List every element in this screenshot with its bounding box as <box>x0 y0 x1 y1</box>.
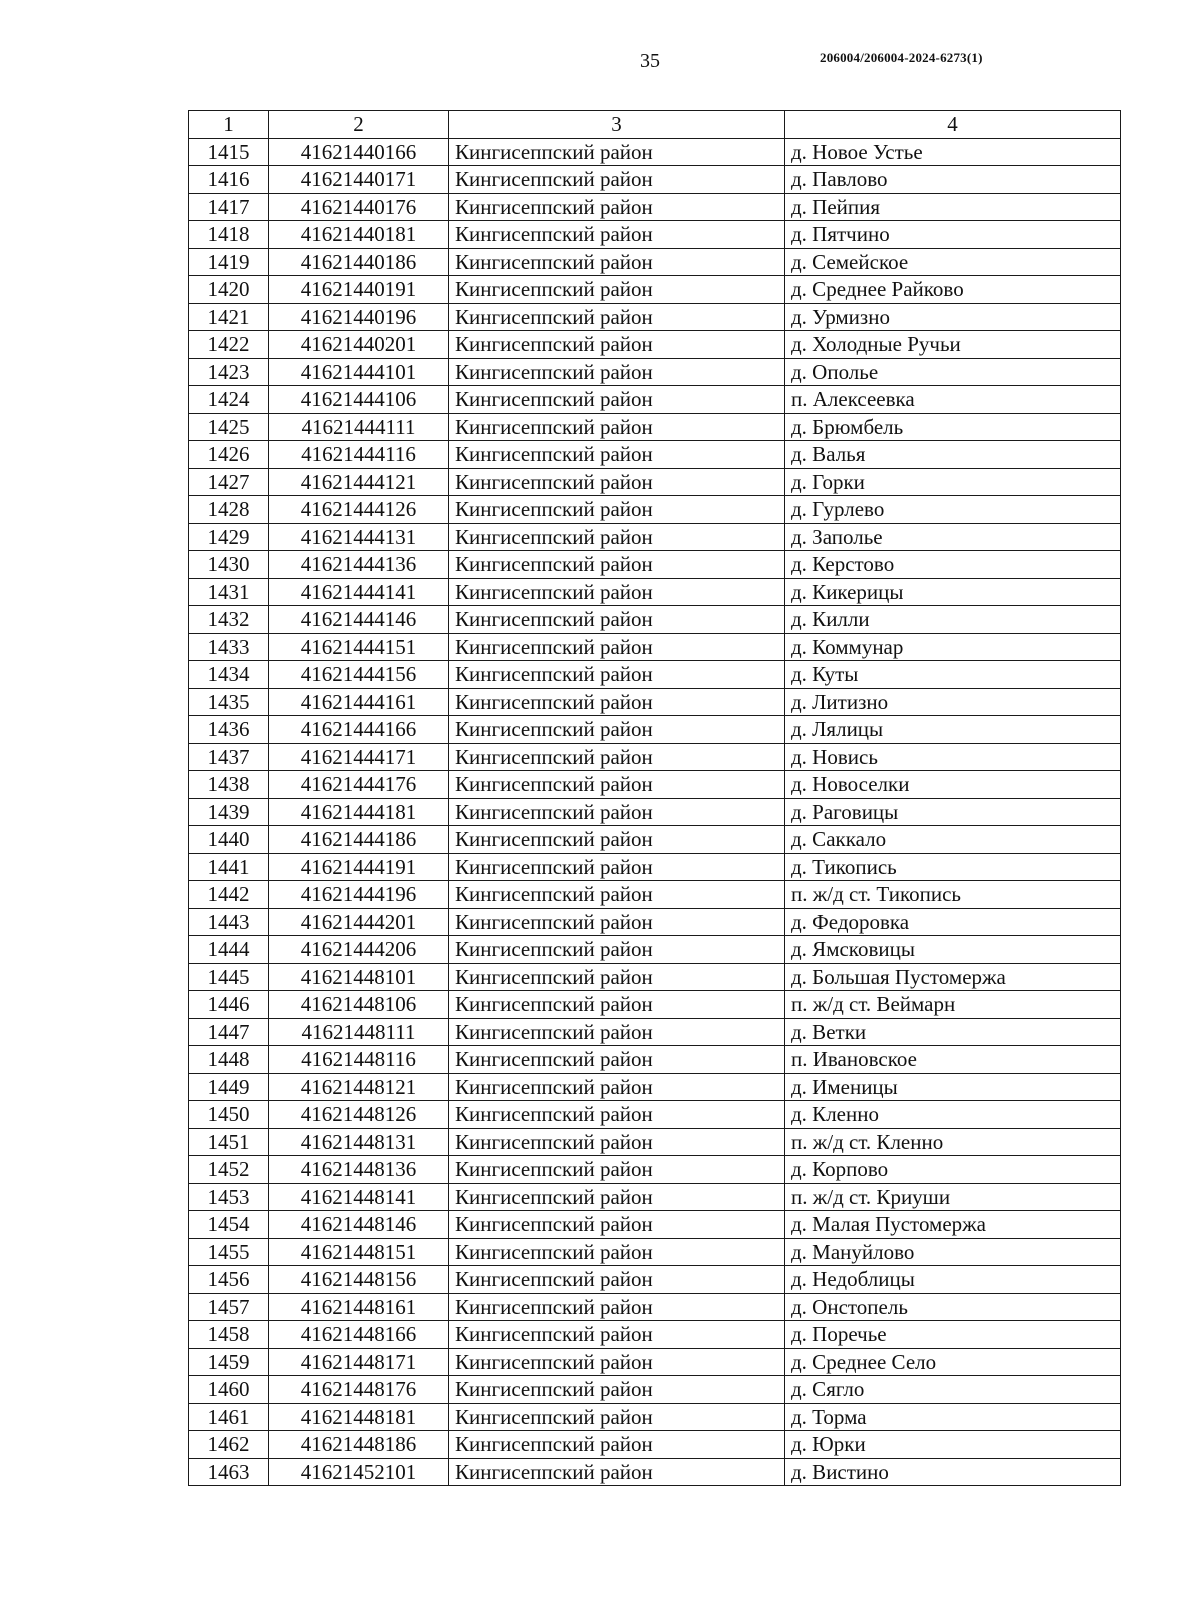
row-number-cell: 1463 <box>189 1458 269 1486</box>
code-cell: 41621444136 <box>269 551 449 579</box>
column-header-1: 1 <box>189 111 269 139</box>
code-cell: 41621448161 <box>269 1293 449 1321</box>
district-cell: Кингисеппский район <box>449 551 785 579</box>
table-row <box>189 331 1121 359</box>
table-row <box>189 1156 1121 1184</box>
table-row <box>189 1431 1121 1459</box>
district-cell: Кингисеппский район <box>449 441 785 469</box>
locality-cell: д. Керстово <box>785 551 1121 579</box>
table-row <box>189 166 1121 194</box>
document-id: 206004/206004-2024-6273(1) <box>820 50 983 65</box>
locality-cell: д. Новоселки <box>785 771 1121 799</box>
district-cell: Кингисеппский район <box>449 661 785 689</box>
table-row <box>189 578 1121 606</box>
code-cell: 41621448126 <box>269 1101 449 1129</box>
page-number: 35 <box>640 50 660 72</box>
code-cell: 41621444106 <box>269 386 449 414</box>
table-row <box>189 303 1121 331</box>
code-cell: 41621440181 <box>269 221 449 249</box>
table-row <box>189 908 1121 936</box>
district-cell: Кингисеппский район <box>449 1156 785 1184</box>
table-row <box>189 771 1121 799</box>
code-cell: 41621444151 <box>269 633 449 661</box>
locality-cell: д. Ямсковицы <box>785 936 1121 964</box>
district-cell: Кингисеппский район <box>449 1128 785 1156</box>
row-number-cell: 1424 <box>189 386 269 414</box>
code-cell: 41621448101 <box>269 963 449 991</box>
district-cell: Кингисеппский район <box>449 276 785 304</box>
district-cell: Кингисеппский район <box>449 1458 785 1486</box>
table-row <box>189 991 1121 1019</box>
table-row <box>189 963 1121 991</box>
row-number-cell: 1420 <box>189 276 269 304</box>
district-cell: Кингисеппский район <box>449 826 785 854</box>
code-cell: 41621444161 <box>269 688 449 716</box>
column-header-3: 3 <box>449 111 785 139</box>
row-number-cell: 1423 <box>189 358 269 386</box>
code-cell: 41621448116 <box>269 1046 449 1074</box>
row-number-cell: 1445 <box>189 963 269 991</box>
district-cell: Кингисеппский район <box>449 1376 785 1404</box>
table-row <box>189 441 1121 469</box>
code-cell: 41621444146 <box>269 606 449 634</box>
table-row <box>189 221 1121 249</box>
table-row <box>189 413 1121 441</box>
column-header-4: 4 <box>785 111 1121 139</box>
code-cell: 41621448186 <box>269 1431 449 1459</box>
district-cell: Кингисеппский район <box>449 963 785 991</box>
row-number-cell: 1428 <box>189 496 269 524</box>
table-body <box>189 138 1121 1486</box>
row-number-cell: 1425 <box>189 413 269 441</box>
district-cell: Кингисеппский район <box>449 881 785 909</box>
row-number-cell: 1416 <box>189 166 269 194</box>
row-number-cell: 1421 <box>189 303 269 331</box>
table-row <box>189 1321 1121 1349</box>
district-cell: Кингисеппский район <box>449 606 785 634</box>
row-number-cell: 1442 <box>189 881 269 909</box>
table-row <box>189 798 1121 826</box>
locality-cell: д. Сягло <box>785 1376 1121 1404</box>
district-cell: Кингисеппский район <box>449 248 785 276</box>
table-row <box>189 1348 1121 1376</box>
district-cell: Кингисеппский район <box>449 221 785 249</box>
locality-cell: д. Малая Пустомержа <box>785 1211 1121 1239</box>
code-cell: 41621452101 <box>269 1458 449 1486</box>
locality-cell: д. Килли <box>785 606 1121 634</box>
row-number-cell: 1444 <box>189 936 269 964</box>
row-number-cell: 1426 <box>189 441 269 469</box>
table-row <box>189 276 1121 304</box>
code-cell: 41621448146 <box>269 1211 449 1239</box>
locality-cell: д. Куты <box>785 661 1121 689</box>
row-number-cell: 1435 <box>189 688 269 716</box>
row-number-cell: 1431 <box>189 578 269 606</box>
table-row <box>189 633 1121 661</box>
district-cell: Кингисеппский район <box>449 1018 785 1046</box>
locality-cell: д. Раговицы <box>785 798 1121 826</box>
row-number-cell: 1438 <box>189 771 269 799</box>
district-cell: Кингисеппский район <box>449 1403 785 1431</box>
district-cell: Кингисеппский район <box>449 386 785 414</box>
row-number-cell: 1451 <box>189 1128 269 1156</box>
locality-cell: д. Ветки <box>785 1018 1121 1046</box>
code-cell: 41621440201 <box>269 331 449 359</box>
district-cell: Кингисеппский район <box>449 1431 785 1459</box>
code-cell: 41621448141 <box>269 1183 449 1211</box>
table-row <box>189 881 1121 909</box>
table-row <box>189 743 1121 771</box>
row-number-cell: 1415 <box>189 138 269 166</box>
locality-cell: д. Семейское <box>785 248 1121 276</box>
code-cell: 41621444141 <box>269 578 449 606</box>
locality-cell: д. Саккало <box>785 826 1121 854</box>
row-number-cell: 1457 <box>189 1293 269 1321</box>
locality-cell: д. Среднее Райково <box>785 276 1121 304</box>
code-cell: 41621448176 <box>269 1376 449 1404</box>
locality-cell: д. Мануйлово <box>785 1238 1121 1266</box>
district-cell: Кингисеппский район <box>449 633 785 661</box>
code-cell: 41621444181 <box>269 798 449 826</box>
row-number-cell: 1452 <box>189 1156 269 1184</box>
code-cell: 41621444186 <box>269 826 449 854</box>
locality-cell: д. Пятчино <box>785 221 1121 249</box>
row-number-cell: 1436 <box>189 716 269 744</box>
district-cell: Кингисеппский район <box>449 1183 785 1211</box>
district-cell: Кингисеппский район <box>449 166 785 194</box>
table-row <box>189 193 1121 221</box>
table-row <box>189 386 1121 414</box>
district-cell: Кингисеппский район <box>449 908 785 936</box>
code-cell: 41621440171 <box>269 166 449 194</box>
row-number-cell: 1448 <box>189 1046 269 1074</box>
code-cell: 41621444101 <box>269 358 449 386</box>
table-row <box>189 1046 1121 1074</box>
code-cell: 41621440196 <box>269 303 449 331</box>
code-cell: 41621440186 <box>269 248 449 276</box>
row-number-cell: 1441 <box>189 853 269 881</box>
district-cell: Кингисеппский район <box>449 1321 785 1349</box>
table-row <box>189 551 1121 579</box>
code-cell: 41621448181 <box>269 1403 449 1431</box>
row-number-cell: 1454 <box>189 1211 269 1239</box>
code-cell: 41621444121 <box>269 468 449 496</box>
locality-cell: п. ж/д ст. Веймарн <box>785 991 1121 1019</box>
table-row <box>189 468 1121 496</box>
row-number-cell: 1440 <box>189 826 269 854</box>
locality-cell: д. Тикопись <box>785 853 1121 881</box>
district-cell: Кингисеппский район <box>449 853 785 881</box>
row-number-cell: 1459 <box>189 1348 269 1376</box>
row-number-cell: 1417 <box>189 193 269 221</box>
locality-cell: д. Павлово <box>785 166 1121 194</box>
code-cell: 41621440166 <box>269 138 449 166</box>
table-row <box>189 358 1121 386</box>
code-cell: 41621448136 <box>269 1156 449 1184</box>
table-row <box>189 716 1121 744</box>
district-cell: Кингисеппский район <box>449 936 785 964</box>
locality-cell: д. Недоблицы <box>785 1266 1121 1294</box>
code-cell: 41621448171 <box>269 1348 449 1376</box>
row-number-cell: 1455 <box>189 1238 269 1266</box>
table-row <box>189 661 1121 689</box>
table-row <box>189 523 1121 551</box>
code-cell: 41621440176 <box>269 193 449 221</box>
row-number-cell: 1443 <box>189 908 269 936</box>
row-number-cell: 1432 <box>189 606 269 634</box>
locality-cell: п. ж/д ст. Криуши <box>785 1183 1121 1211</box>
table-row <box>189 1266 1121 1294</box>
district-cell: Кингисеппский район <box>449 1101 785 1129</box>
table-row <box>189 1403 1121 1431</box>
table-row <box>189 1293 1121 1321</box>
table-row <box>189 1376 1121 1404</box>
district-cell: Кингисеппский район <box>449 688 785 716</box>
district-cell: Кингисеппский район <box>449 1266 785 1294</box>
district-cell: Кингисеппский район <box>449 496 785 524</box>
locality-cell: д. Корпово <box>785 1156 1121 1184</box>
district-cell: Кингисеппский район <box>449 331 785 359</box>
table-row <box>189 688 1121 716</box>
district-cell: Кингисеппский район <box>449 1073 785 1101</box>
district-cell: Кингисеппский район <box>449 771 785 799</box>
table-row <box>189 1211 1121 1239</box>
district-cell: Кингисеппский район <box>449 1293 785 1321</box>
district-cell: Кингисеппский район <box>449 413 785 441</box>
locality-cell: д. Коммунар <box>785 633 1121 661</box>
locality-cell: п. ж/д ст. Кленно <box>785 1128 1121 1156</box>
row-number-cell: 1429 <box>189 523 269 551</box>
row-number-cell: 1446 <box>189 991 269 1019</box>
locality-cell: д. Новое Устье <box>785 138 1121 166</box>
settlements-table <box>188 110 1121 1486</box>
code-cell: 41621444156 <box>269 661 449 689</box>
table-row <box>189 853 1121 881</box>
column-header-2: 2 <box>269 111 449 139</box>
locality-cell: д. Ополье <box>785 358 1121 386</box>
code-cell: 41621448156 <box>269 1266 449 1294</box>
row-number-cell: 1434 <box>189 661 269 689</box>
row-number-cell: 1418 <box>189 221 269 249</box>
district-cell: Кингисеппский район <box>449 193 785 221</box>
locality-cell: п. Ивановское <box>785 1046 1121 1074</box>
locality-cell: д. Юрки <box>785 1431 1121 1459</box>
locality-cell: д. Вистино <box>785 1458 1121 1486</box>
code-cell: 41621444206 <box>269 936 449 964</box>
code-cell: 41621444131 <box>269 523 449 551</box>
table-row <box>189 606 1121 634</box>
row-number-cell: 1433 <box>189 633 269 661</box>
district-cell: Кингисеппский район <box>449 743 785 771</box>
row-number-cell: 1419 <box>189 248 269 276</box>
row-number-cell: 1437 <box>189 743 269 771</box>
locality-cell: д. Валья <box>785 441 1121 469</box>
district-cell: Кингисеппский район <box>449 991 785 1019</box>
code-cell: 41621448111 <box>269 1018 449 1046</box>
row-number-cell: 1453 <box>189 1183 269 1211</box>
code-cell: 41621448166 <box>269 1321 449 1349</box>
locality-cell: д. Кленно <box>785 1101 1121 1129</box>
locality-cell: д. Заполье <box>785 523 1121 551</box>
locality-cell: д. Поречье <box>785 1321 1121 1349</box>
code-cell: 41621444166 <box>269 716 449 744</box>
district-cell: Кингисеппский район <box>449 138 785 166</box>
table-row <box>189 1458 1121 1486</box>
row-number-cell: 1458 <box>189 1321 269 1349</box>
row-number-cell: 1447 <box>189 1018 269 1046</box>
locality-cell: д. Именицы <box>785 1073 1121 1101</box>
table-row <box>189 826 1121 854</box>
code-cell: 41621448131 <box>269 1128 449 1156</box>
district-cell: Кингисеппский район <box>449 1348 785 1376</box>
locality-cell: п. ж/д ст. Тикопись <box>785 881 1121 909</box>
district-cell: Кингисеппский район <box>449 578 785 606</box>
locality-cell: д. Новись <box>785 743 1121 771</box>
table-row <box>189 1183 1121 1211</box>
table-row <box>189 1238 1121 1266</box>
code-cell: 41621444196 <box>269 881 449 909</box>
code-cell: 41621444126 <box>269 496 449 524</box>
header-row <box>189 111 1121 139</box>
locality-cell: д. Лялицы <box>785 716 1121 744</box>
locality-cell: д. Федоровка <box>785 908 1121 936</box>
locality-cell: д. Пейпия <box>785 193 1121 221</box>
table-row <box>189 1128 1121 1156</box>
row-number-cell: 1449 <box>189 1073 269 1101</box>
code-cell: 41621444111 <box>269 413 449 441</box>
locality-cell: д. Урмизно <box>785 303 1121 331</box>
row-number-cell: 1462 <box>189 1431 269 1459</box>
code-cell: 41621444201 <box>269 908 449 936</box>
district-cell: Кингисеппский район <box>449 1211 785 1239</box>
row-number-cell: 1427 <box>189 468 269 496</box>
district-cell: Кингисеппский район <box>449 523 785 551</box>
row-number-cell: 1460 <box>189 1376 269 1404</box>
row-number-cell: 1461 <box>189 1403 269 1431</box>
locality-cell: д. Гурлево <box>785 496 1121 524</box>
table-row <box>189 496 1121 524</box>
district-cell: Кингисеппский район <box>449 468 785 496</box>
code-cell: 41621448151 <box>269 1238 449 1266</box>
table-row <box>189 248 1121 276</box>
locality-cell: д. Холодные Ручьи <box>785 331 1121 359</box>
district-cell: Кингисеппский район <box>449 358 785 386</box>
table-row <box>189 1101 1121 1129</box>
locality-cell: д. Среднее Село <box>785 1348 1121 1376</box>
code-cell: 41621444116 <box>269 441 449 469</box>
table-row <box>189 1018 1121 1046</box>
locality-cell: д. Большая Пустомержа <box>785 963 1121 991</box>
row-number-cell: 1450 <box>189 1101 269 1129</box>
code-cell: 41621448121 <box>269 1073 449 1101</box>
row-number-cell: 1456 <box>189 1266 269 1294</box>
locality-cell: п. Алексеевка <box>785 386 1121 414</box>
code-cell: 41621444191 <box>269 853 449 881</box>
table-header <box>189 111 1121 139</box>
district-cell: Кингисеппский район <box>449 303 785 331</box>
table-row <box>189 138 1121 166</box>
locality-cell: д. Торма <box>785 1403 1121 1431</box>
table-row <box>189 936 1121 964</box>
locality-cell: д. Литизно <box>785 688 1121 716</box>
row-number-cell: 1430 <box>189 551 269 579</box>
table-row <box>189 1073 1121 1101</box>
district-cell: Кингисеппский район <box>449 1046 785 1074</box>
code-cell: 41621444176 <box>269 771 449 799</box>
locality-cell: д. Горки <box>785 468 1121 496</box>
district-cell: Кингисеппский район <box>449 798 785 826</box>
locality-cell: д. Брюмбель <box>785 413 1121 441</box>
locality-cell: д. Онстопель <box>785 1293 1121 1321</box>
district-cell: Кингисеппский район <box>449 716 785 744</box>
row-number-cell: 1422 <box>189 331 269 359</box>
code-cell: 41621444171 <box>269 743 449 771</box>
locality-cell: д. Кикерицы <box>785 578 1121 606</box>
district-cell: Кингисеппский район <box>449 1238 785 1266</box>
code-cell: 41621448106 <box>269 991 449 1019</box>
code-cell: 41621440191 <box>269 276 449 304</box>
row-number-cell: 1439 <box>189 798 269 826</box>
